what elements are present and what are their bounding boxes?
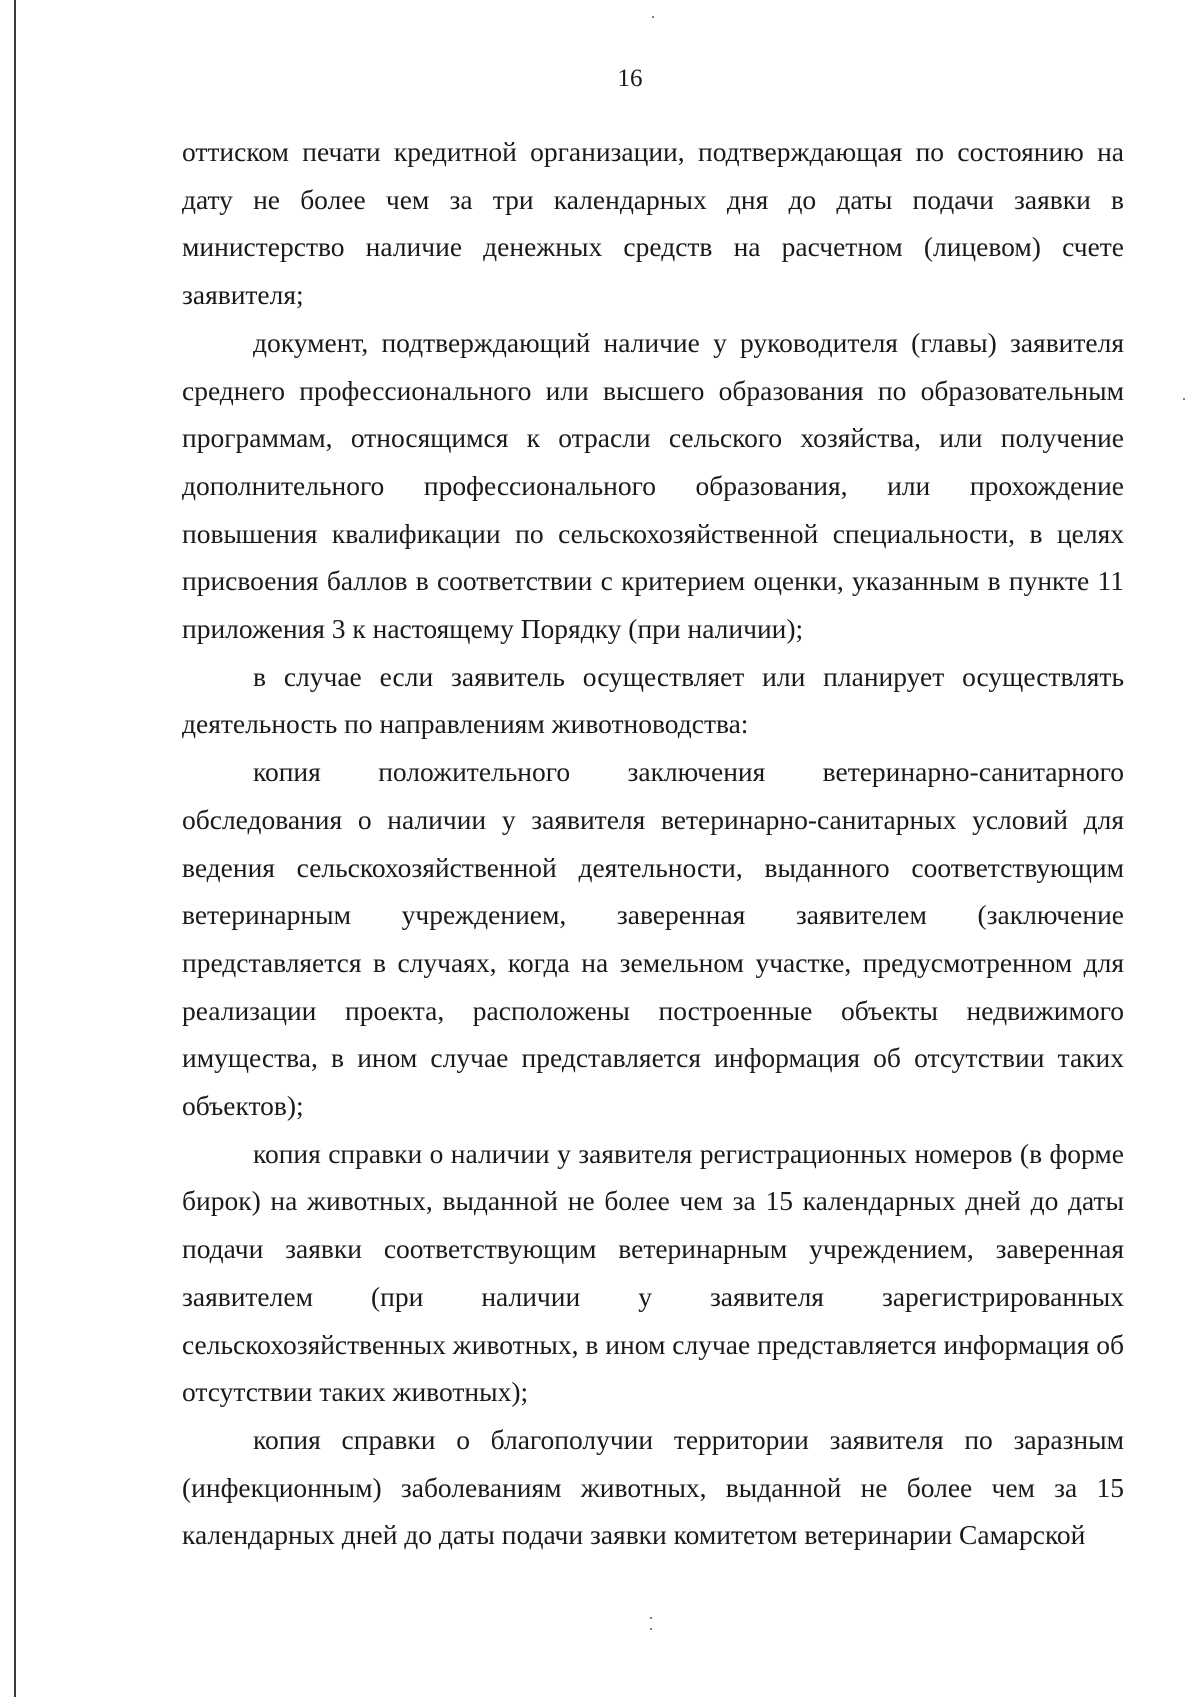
scan-left-edge xyxy=(14,0,16,1697)
scan-speck xyxy=(1183,398,1185,400)
scan-speck xyxy=(650,1617,652,1619)
paragraph-1: оттиском печати кредитной организации, подтверждающая по состоянию на дату не более чем за три календарных дня до даты подачи заявки в министерство наличие денежных средств на расчетном (лицевом) счете заявителя; xyxy=(182,136,1124,311)
paragraph-2: документ, подтверждающий наличие у руководителя (главы) заявителя среднего профессионального или высшего образования по образовательным программам, относящимся к отрасли сельского хозяйства, или получение дополнительного профессионального образования, или прохождение повышения квалификации по сельскохозяйственной специальности, в целях присвоения баллов в соответствии с критерием оценки, указанным в пункте 11 приложения 3 к настоящему Порядку (при наличии); xyxy=(182,326,1124,645)
paragraph-4: копия положительного заключения ветеринарно-санитарного обследования о наличии у заявителя ветеринарно-санитарных условий для ведения сельскохозяйственной деятельности, выданного соответствующим ветеринарным учреждением, заверенная заявителем (заключение представляется в случаях, когда на земельном участке, предусмотренном для реализации проекта, расположены построенные объекты недвижимого имущества, в ином случае представляется информация об отсутствии таких объектов); xyxy=(182,756,1124,1122)
scan-speck xyxy=(650,1628,652,1630)
paragraph-5: копия справки о наличии у заявителя регистрационных номеров (в форме бирок) на животных, выданной не более чем за 15 календарных дней до даты подачи заявки соответствующим ветеринарным учреждением, заверенная заявителем (при наличии у заявителя зарегистрированных сельскохозяйственных животных, в ином случае представляется информация об отсутствии таких животных); xyxy=(182,1137,1124,1408)
document-body xyxy=(182,128,1124,1559)
page-number: 16 xyxy=(617,65,643,92)
paragraph-3: в случае если заявитель осуществляет или планирует осуществлять деятельность по направлениям животноводства: xyxy=(182,660,1124,740)
scan-speck xyxy=(652,16,654,18)
paragraph-6: копия справки о благополучии территории заявителя по заразным (инфекционным) заболеваниям животных, выданной не более чем за 15 календарных дней до даты подачи заявки комитетом ветеринарии Самарской xyxy=(182,1423,1124,1551)
